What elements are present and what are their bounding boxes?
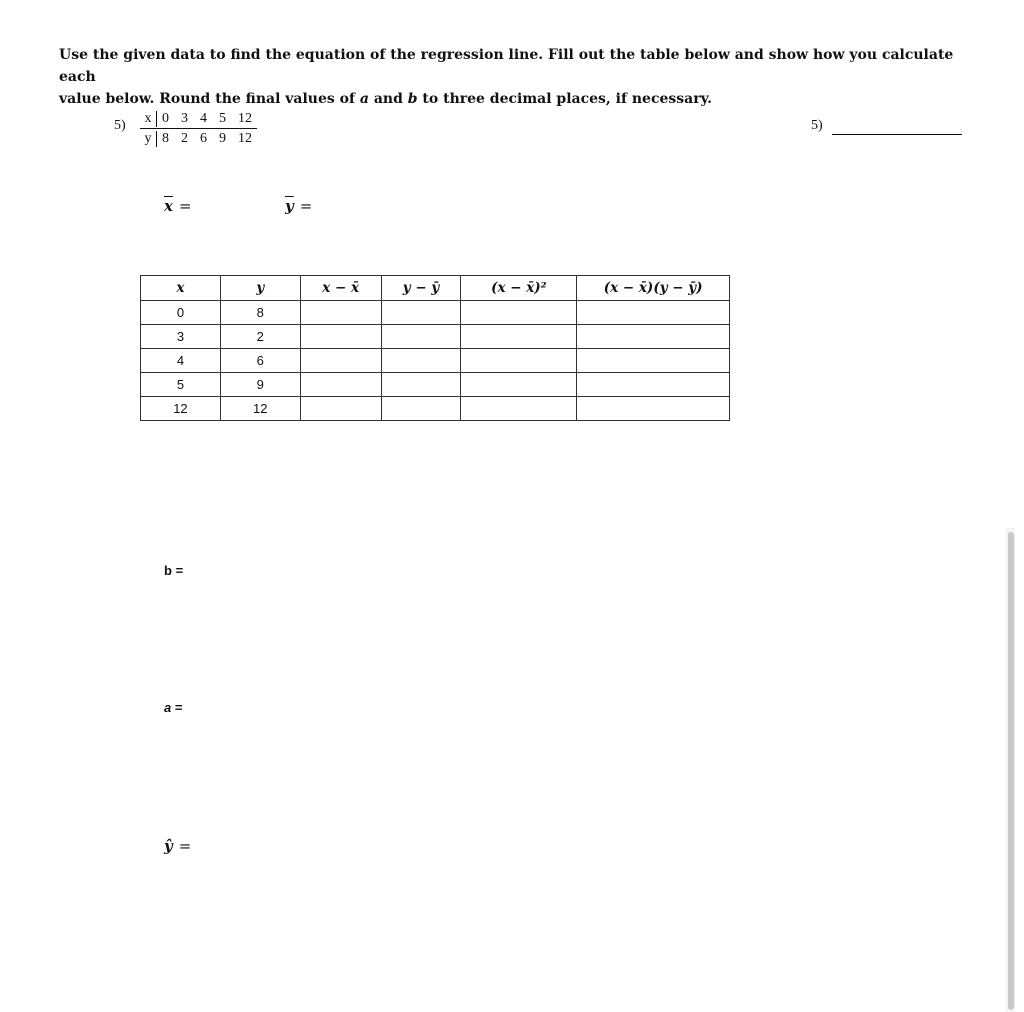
given-x-values: [156, 111, 257, 127]
table-row: [141, 397, 730, 421]
equals-sign: =: [178, 197, 192, 215]
given-x-value: 0: [162, 110, 169, 126]
equals-sign: =: [175, 563, 184, 578]
blank-cell[interactable]: [300, 373, 381, 397]
cell-y: 9: [220, 373, 300, 397]
blank-cell[interactable]: [300, 325, 381, 349]
header-y-minus-ybar: y − ȳ: [381, 276, 461, 301]
blank-cell[interactable]: [461, 373, 577, 397]
regression-table: [140, 275, 730, 421]
table-row: [141, 373, 730, 397]
cell-x: 4: [141, 349, 221, 373]
given-y-value: 9: [219, 130, 226, 146]
blank-cell[interactable]: [461, 349, 577, 373]
given-y-value: 8: [162, 130, 169, 146]
table-header-row: [141, 276, 730, 301]
equals-sign: =: [299, 197, 313, 215]
given-y-value: 6: [200, 130, 207, 146]
blank-cell[interactable]: [577, 325, 730, 349]
answer-blank[interactable]: [832, 134, 962, 135]
blank-cell[interactable]: [461, 397, 577, 421]
yhat-label: [164, 837, 191, 855]
table-row: [141, 325, 730, 349]
instructions-line-2: [59, 88, 959, 110]
given-x-value: 3: [181, 110, 188, 126]
a-label: [164, 700, 182, 715]
blank-cell[interactable]: [577, 397, 730, 421]
yhat-symbol: ŷ: [164, 837, 173, 855]
given-data-table: [140, 109, 257, 148]
instructions: [59, 44, 959, 110]
instructions-text: to three decimal places, if necessary.: [417, 91, 713, 107]
blank-cell[interactable]: [381, 397, 461, 421]
blank-cell[interactable]: [381, 301, 461, 325]
header-xy-dev-product: (x − x̄)(y − ȳ): [577, 276, 730, 301]
blank-cell[interactable]: [300, 349, 381, 373]
y-bar-symbol: $\overline{y}$: [285, 197, 294, 215]
x-mean-label: [164, 197, 192, 215]
scrollbar-thumb[interactable]: [1008, 532, 1014, 1010]
blank-cell[interactable]: [461, 325, 577, 349]
header-x-dev-squared: (x − x̄)²: [461, 276, 577, 301]
instructions-text: and: [368, 91, 408, 107]
cell-y: 8: [220, 301, 300, 325]
blank-cell[interactable]: [577, 301, 730, 325]
given-y-row: [140, 129, 257, 148]
blank-cell[interactable]: [461, 301, 577, 325]
blank-cell[interactable]: [381, 349, 461, 373]
blank-cell[interactable]: [300, 397, 381, 421]
table-row: [141, 349, 730, 373]
blank-cell[interactable]: [381, 373, 461, 397]
blank-cell[interactable]: [381, 325, 461, 349]
cell-y: 6: [220, 349, 300, 373]
given-y-value: 12: [238, 130, 252, 146]
variable-a: a: [359, 91, 369, 107]
table-row: [141, 301, 730, 325]
given-x-value: 5: [219, 110, 226, 126]
blank-cell[interactable]: [577, 349, 730, 373]
b-label: [164, 563, 183, 578]
blank-cell[interactable]: [577, 373, 730, 397]
given-x-value: 4: [200, 110, 207, 126]
instructions-line-1: Use the given data to find the equation of the regression line. Fill out the table below and show how you calculate each: [59, 47, 954, 85]
header-x: x: [141, 276, 221, 301]
given-y-values: [156, 131, 257, 147]
instructions-text: value below. Round the final values of: [59, 91, 360, 107]
cell-x: 0: [141, 301, 221, 325]
x-bar-symbol: $\overline{x}$: [164, 197, 173, 215]
y-mean-label: [285, 197, 312, 215]
header-y: y: [220, 276, 300, 301]
cell-y: 12: [220, 397, 300, 421]
b-variable: b: [164, 563, 172, 578]
cell-x: 12: [141, 397, 221, 421]
header-x-minus-xbar: x − x̄: [300, 276, 381, 301]
blank-cell[interactable]: [300, 301, 381, 325]
given-y-value: 2: [181, 130, 188, 146]
given-y-label: y: [144, 130, 152, 146]
cell-x: 3: [141, 325, 221, 349]
variable-b: b: [407, 91, 418, 107]
problem-number: 5): [114, 118, 126, 133]
equals-sign: =: [174, 700, 183, 715]
a-variable: a: [164, 700, 172, 715]
given-x-value: 12: [238, 110, 252, 126]
cell-y: 2: [220, 325, 300, 349]
answer-label: 5): [811, 118, 823, 133]
cell-x: 5: [141, 373, 221, 397]
given-x-label: x: [144, 110, 152, 126]
given-x-row: [140, 109, 257, 129]
equals-sign: =: [178, 837, 192, 855]
